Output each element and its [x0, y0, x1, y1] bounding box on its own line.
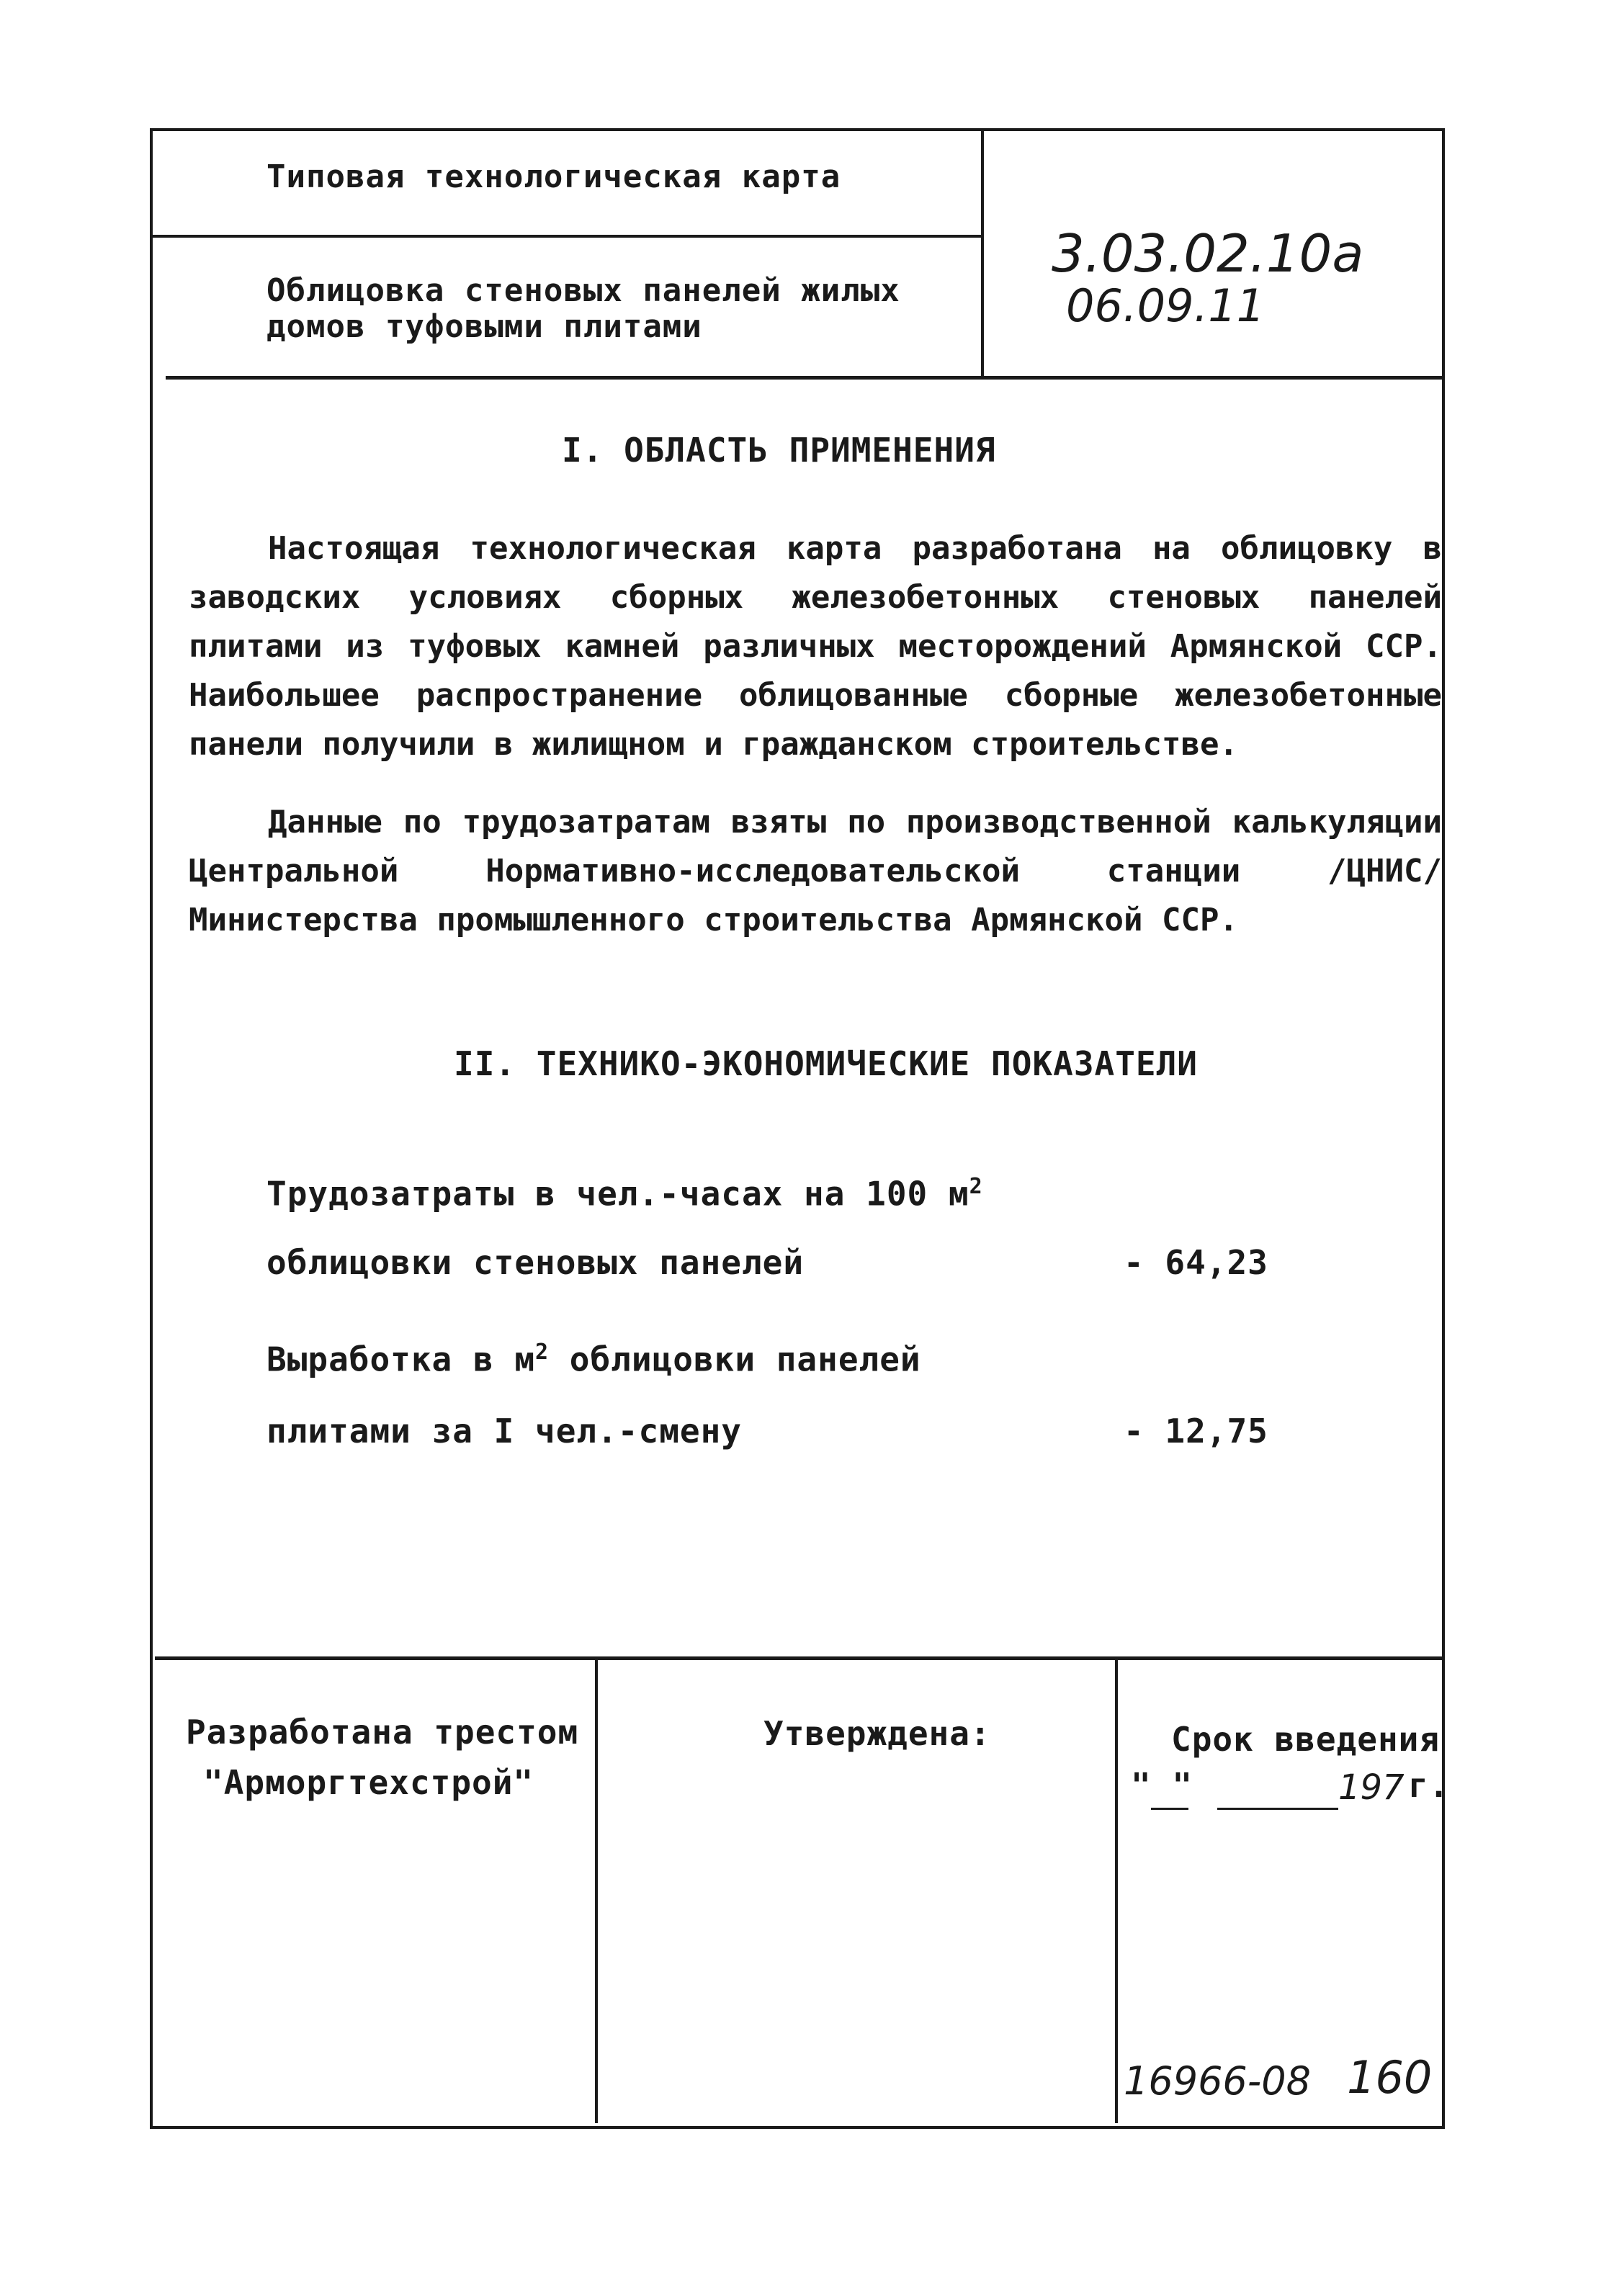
- section1-paragraph2-text: Данные по трудозатратам взяты по производственной калькуляции Центральной Нормативно-исследовательской станции /ЦНИС/ Министерства промышленного строительства Армянской ССР.: [189, 804, 1442, 938]
- term-label: Срок введения: [1171, 1720, 1441, 1759]
- indicator-labour-line1-text: Трудозатраты в чел.-часах на 100 м: [266, 1174, 969, 1214]
- indicator-output-line2: плитами за I чел.-смену: [266, 1412, 742, 1450]
- footer-divider-left: [595, 1656, 598, 2123]
- indicator-output-value: - 12,75: [1124, 1412, 1268, 1450]
- developer-line1: Разработана трестом: [186, 1713, 579, 1752]
- indicator-labour-value: - 64,23: [1124, 1243, 1268, 1282]
- footer-divider-right: [1115, 1656, 1118, 2123]
- footer-top-divider: [155, 1656, 1442, 1660]
- term-year-suffix: г.: [1408, 1766, 1450, 1805]
- section1-paragraph1: [189, 524, 1442, 769]
- document-subtitle-line2: домов туфовыми плитами: [266, 308, 702, 345]
- archive-stamp-number: 16966-08: [1124, 2058, 1311, 2104]
- section1-paragraph1-text: Настоящая технологическая карта разработана на облицовку в заводских условиях сборных железобетонных стеновых панелей плитами из туфовых камней различных месторождений Армянской ССР. Наибольшее распространение облицованные сборные железобетонные панели получили в жилищном и гражданском строительстве.: [189, 530, 1442, 763]
- indicator-labour-line2: облицовки стеновых панелей: [266, 1243, 805, 1282]
- page-frame: [150, 128, 1445, 2129]
- indicator-output-line1: [266, 1340, 921, 1378]
- section1-paragraph2: [189, 798, 1442, 945]
- header-mid-divider: [150, 235, 984, 238]
- document-type-title: Типовая технологическая карта: [266, 158, 841, 195]
- term-day-underline: [1151, 1808, 1188, 1810]
- section1-heading: I. ОБЛАСТЬ ПРИМЕНЕНИЯ: [562, 431, 996, 470]
- page-number: 160: [1347, 2051, 1433, 2104]
- document-code-line2: 06.09.11: [1066, 279, 1266, 332]
- term-month-underline: [1217, 1808, 1338, 1810]
- document-code-line1: 3.03.02.10а: [1052, 223, 1364, 284]
- indicator-output-line1a: Выработка в м: [266, 1340, 536, 1379]
- indicator-output-line1b: облицовки панелей: [549, 1340, 921, 1379]
- approved-label: Утверждена:: [763, 1714, 991, 1753]
- document-subtitle-line1: Облицовка стеновых панелей жилых: [266, 272, 900, 309]
- header-bottom-divider: [166, 376, 1442, 380]
- section2-heading: II. ТЕХНИКО-ЭКОНОМИЧЕСКИЕ ПОКАЗАТЕЛИ: [454, 1044, 1198, 1083]
- developer-line2: "Арморгтехстрой": [203, 1763, 534, 1802]
- term-year: 197: [1338, 1767, 1405, 1808]
- indicator-labour-line1: [266, 1174, 983, 1213]
- header-vertical-divider: [981, 128, 984, 379]
- indicator-output-sup: 2: [535, 1340, 550, 1365]
- indicator-labour-sup: 2: [969, 1174, 983, 1199]
- term-date-prefix: " ": [1131, 1766, 1193, 1805]
